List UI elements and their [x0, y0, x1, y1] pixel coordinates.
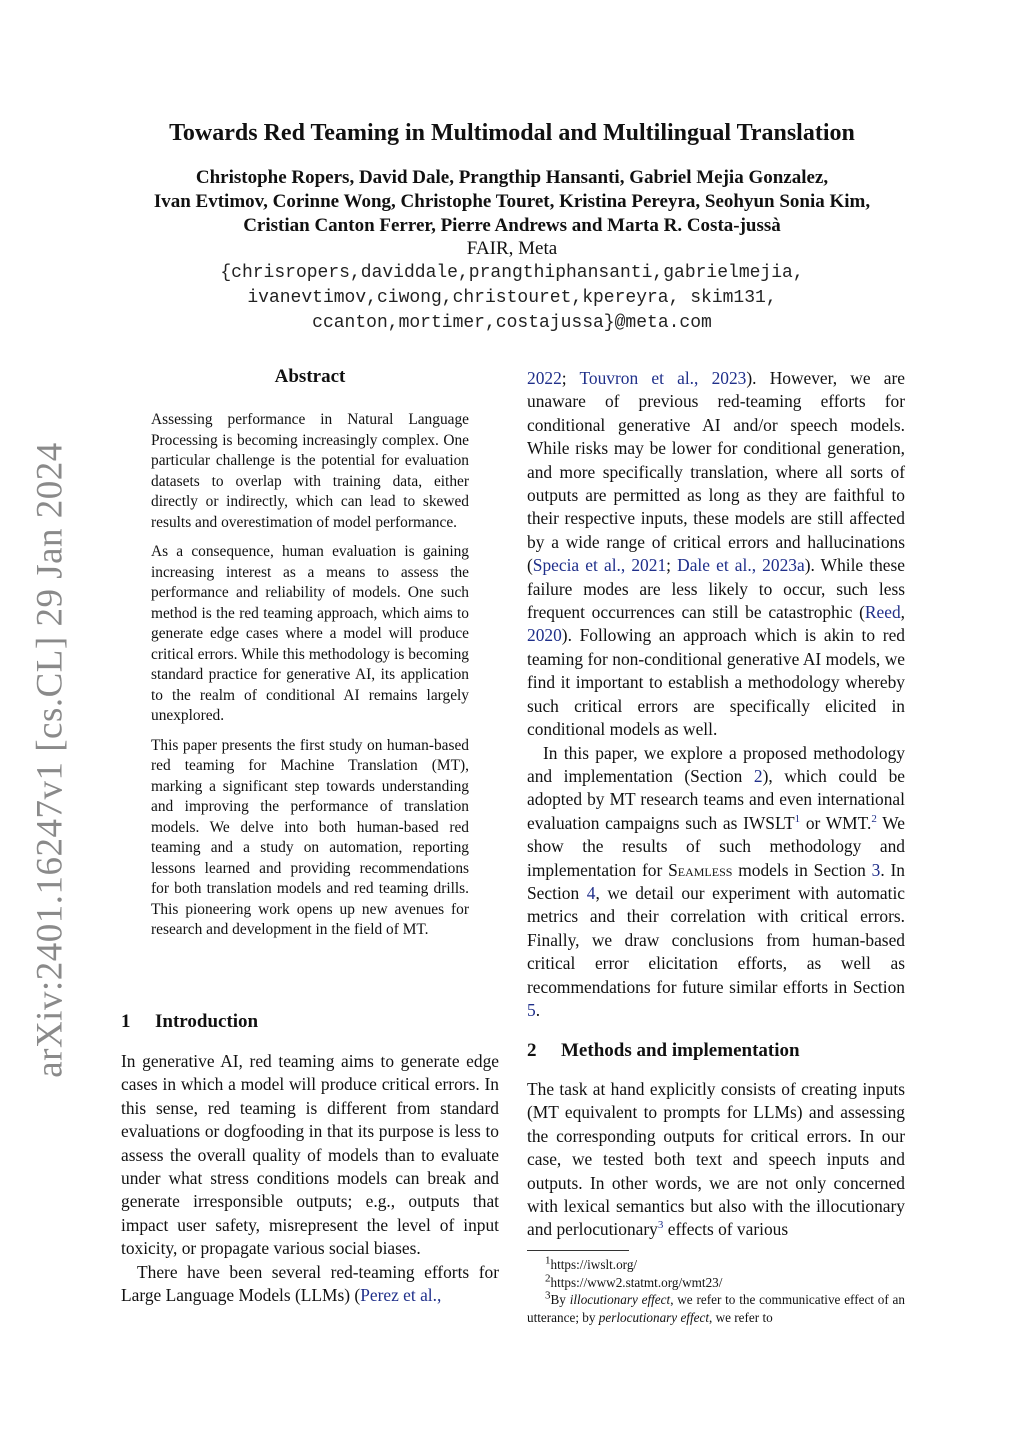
- methods-paragraph: The task at hand explicitly consists of creating inputs (MT equivalent to prompts for LLMs) and assessing the corresponding outputs for critical errors. In our case, we tested both text and speech inputs and outputs. In other words, we are not only concerned with lexical semantics but also with the illocutionary and perlocutionary$^3$ effects of various: [527, 1079, 905, 1240]
- intro-continuation-paragraph: 2022; Touvron et al., 2023). However, we are unaware of previous red-teaming efforts for conditional generative AI and/or speech models. While risks may be lower for conditional generation, and more specifically translation, where all sorts of outputs are permitted as long as they are faithful to their respective inputs, these models are still affected by a wide range of critical errors and hallucinations (Specia et al., 2021; Dale et al., 2023a). While these failure modes are less likely to occur, such less frequent occurrences can still be catastrophic (Reed, 2020). Following an approach which is akin to red teaming for non-conditional generative AI models, we find it important to establish a methodology whereby such critical errors are specifically elicited in conditional models as well.: [527, 368, 906, 740]
- citation-link[interactable]: 2020: [527, 625, 562, 646]
- section-ref-link[interactable]: 2: [753, 765, 763, 786]
- footnote-url: https://iwslt.org/: [550, 1257, 638, 1272]
- intro-paragraph: In this paper, we explore a proposed methodology and implementation (Section 2), which could be adopted by MT research teams and even international evaluation campaigns such as IWSLT$^1$ or WMT.$^2$ We show the results of such methodology and implementation for Seamless models in Section 3. In Section 4, we detail our experiment with automatic metrics and their correlation with critical errors. Finally, we draw conclusions from human-based critical error elicitation efforts, as well as recommendations for future similar efforts in Section 5.: [527, 742, 905, 1020]
- abstract-heading: Abstract: [274, 366, 346, 387]
- methods-body: [527, 1078, 905, 1242]
- section-ref-link[interactable]: 3: [871, 859, 881, 880]
- citation-link[interactable]: Specia et al., 2021: [532, 555, 667, 576]
- intro-body: [121, 1050, 499, 1307]
- intro-paragraph: [121, 1261, 499, 1308]
- affiliation: FAIR, Meta: [466, 238, 558, 259]
- abstract-body: [151, 410, 469, 950]
- intro-paragraph: In generative AI, red teaming aims to generate edge cases in which a model will produce critical errors. In this sense, red teaming is different from standard evaluations or dogfooding in that its purpose is less to assess the overall quality of models than to evaluate under what stress conditions models can break and generate irresponsible outputs; e.g., outputs that impact user safety, misrepresent the level of input toxicity, or propagate various social biases.: [121, 1051, 499, 1259]
- footnote-url: https://www2.statmt.org/wmt23/: [550, 1274, 723, 1290]
- right-column-body: [527, 367, 905, 1022]
- author-line: Cristian Canton Ferrer, Pierre Andrews and Marta R. Costa-jussà: [243, 215, 781, 236]
- author-line: Ivan Evtimov, Corinne Wong, Christophe Touret, Kristina Pereyra, Seohyun Sonia Kim,: [153, 191, 871, 212]
- section-number: 1: [121, 1011, 131, 1032]
- section-title: Introduction: [155, 1011, 259, 1032]
- footnote-3: $^3$By illocutionary effect, we refer to the communicative effect of an utterance; by perlocutionary effect, we refer to: [527, 1289, 906, 1325]
- section-title: Methods and implementation: [561, 1040, 800, 1061]
- email-line: {chrisropers,daviddale,prangthiphansanti,gabrielmejia,: [220, 263, 804, 283]
- model-name: Seamless: [668, 859, 733, 880]
- author-line: Christophe Ropers, David Dale, Prangthip Hansanti, Gabriel Mejia Gonzalez,: [195, 167, 829, 188]
- abstract-paragraph: This paper presents the first study on human-based red teaming for Machine Translation (MT), marking a significant step towards understanding and improving the performance of translation models. We delve into both human-based red teaming and a study on automation, reporting lessons learned and providing recommendations for both translation models and red teaming drills. This pioneering work opens up new avenues for research and development in the field of MT.: [151, 736, 469, 938]
- section-number: 2: [527, 1040, 537, 1061]
- citation-link[interactable]: 2022: [527, 368, 562, 388]
- abstract-paragraph: As a consequence, human evaluation is gaining increasing interest as a means to assess the performance and reliability of models. One such method is the red teaming approach, which aims to generate edge cases where a model will produce critical errors. While this methodology is becoming standard practice for generative AI, its application to the realm of conditional AI remains largely unexplored.: [151, 543, 469, 724]
- abstract-paragraph: Assessing performance in Natural Language Processing is becoming increasingly complex. One particular challenge is the potential for evaluation datasets to overlap with training data, either directly or indirectly, which can lead to skewed results and overestimation of model performance.: [151, 411, 469, 531]
- footnote-mark[interactable]: 2: [871, 812, 877, 825]
- footnote-2: $^2$https://www2.statmt.org/wmt23/: [545, 1272, 723, 1290]
- footnotes: [527, 1256, 905, 1326]
- section-heading-methods: [527, 1040, 905, 1062]
- intro-p2-text: There have been several red-teaming efforts for Large Language Models (LLMs) (: [121, 1261, 499, 1306]
- footnote-1: $^1$https://iwslt.org/: [545, 1254, 638, 1272]
- footnote-mark[interactable]: 3: [657, 1219, 664, 1232]
- section-ref-link[interactable]: 4: [586, 882, 596, 903]
- citation-link[interactable]: Dale et al., 2023a: [677, 555, 805, 576]
- email-line: ccanton,mortimer,costajussa}@meta.com: [312, 313, 712, 333]
- arxiv-id: arXiv:2401.16247v1 [cs.CL] 29 Jan 2024: [29, 442, 71, 1078]
- citation-link[interactable]: Touvron et al., 2023: [579, 368, 747, 388]
- footnote-mark[interactable]: 1: [794, 812, 801, 825]
- author-list: [100, 166, 924, 238]
- arxiv-sidebar: [20, 442, 80, 1078]
- citation-link[interactable]: Perez et al.,: [360, 1285, 442, 1306]
- section-heading-introduction: [121, 1011, 499, 1033]
- citation-link[interactable]: Reed: [864, 602, 901, 623]
- paper-title: Towards Red Teaming in Multimodal and Multilingual Translation: [169, 120, 855, 146]
- footnote-rule: [527, 1250, 629, 1251]
- email-line: ivanevtimov,ciwong,christouret,kpereyra, skim131,: [247, 288, 777, 308]
- email-list: [100, 261, 924, 336]
- section-ref-link[interactable]: 5: [527, 999, 536, 1020]
